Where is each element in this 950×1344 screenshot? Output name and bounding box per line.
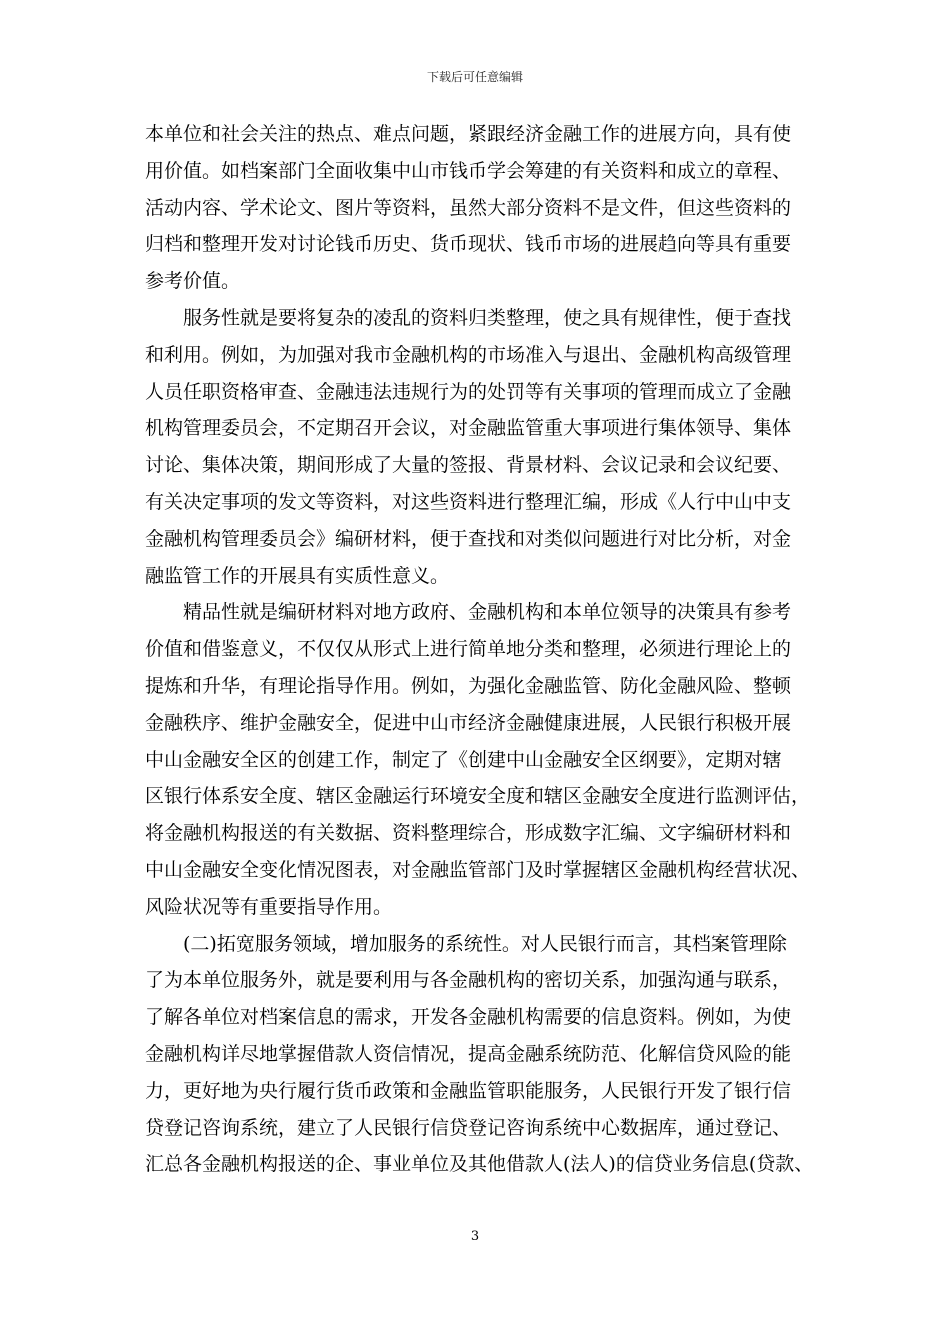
text-line: 金融秩序、维护金融安全，促进中山市经济金融健康进展，人民银行积极开展 bbox=[145, 711, 792, 734]
text-line: 金融机构管理委员会》编研材料，便于查找和对类似问题进行对比分析，对金 bbox=[145, 527, 792, 550]
text-line: 有关决定事项的发文等资料，对这些资料进行整理汇编，形成《人行中山中支 bbox=[145, 490, 792, 513]
paragraph bbox=[145, 116, 805, 300]
page-footer bbox=[0, 1229, 950, 1245]
text-line: 参考价值。 bbox=[145, 270, 241, 293]
text-line: 了为本单位服务外，就是要利用与各金融机构的密切关系，加强沟通与联系， bbox=[145, 969, 792, 992]
header-text: 下载后可任意编辑 bbox=[426, 70, 523, 84]
text-line: 汇总各金融机构报送的企、事业单位及其他借款人(法人)的信贷业务信息(贷款、 bbox=[145, 1153, 814, 1176]
text-line: 机构管理委员会，不定期召开会议，对金融监管重大事项进行集体领导、集体 bbox=[145, 417, 792, 440]
text-line: 和利用。例如，为加强对我市金融机构的市场准入与退出、金融机构高级管理 bbox=[145, 343, 792, 366]
paragraph bbox=[145, 926, 814, 1184]
page-header bbox=[0, 70, 950, 84]
text-line: 归档和整理开发对讨论钱币历史、货币现状、钱币市场的进展趋向等具有重要 bbox=[145, 233, 792, 256]
text-line: 力，更好地为央行履行货币政策和金融监管职能服务，人民银行开发了银行信 bbox=[145, 1079, 792, 1102]
text-line: 了解各单位对档案信息的需求，开发各金融机构需要的信息资料。例如，为使 bbox=[145, 1006, 792, 1029]
text-line: 本单位和社会关注的热点、难点问题，紧跟经济金融工作的进展方向，具有使 bbox=[145, 123, 792, 145]
paragraph bbox=[145, 594, 811, 925]
text-line: 价值和借鉴意义，不仅仅从形式上进行简单地分类和整理，必须进行理论上的 bbox=[145, 638, 792, 661]
text-line: 风险状况等有重要指导作用。 bbox=[145, 895, 393, 918]
text-line: 中山金融安全变化情况图表，对金融监管部门及时掌握辖区金融机构经营状况、 bbox=[145, 858, 811, 881]
page-number: 3 bbox=[470, 1229, 480, 1244]
text-line: 讨论、集体决策，期间形成了大量的签报、背景材料、会议记录和会议纪要、 bbox=[145, 454, 792, 477]
text-line: 提炼和升华，有理论指导作用。例如，为强化金融监管、防化金融风险、整顿 bbox=[145, 674, 792, 697]
text-line: 精品性就是编研材料对地方政府、金融机构和本单位领导的决策具有参考 bbox=[183, 601, 792, 624]
text-line: 区银行体系安全度、辖区金融运行环境安全度和辖区金融安全度进行监测评估， bbox=[145, 785, 811, 808]
text-line: 活动内容、学术论文、图片等资料，虽然大部分资料不是文件，但这些资料的 bbox=[145, 196, 792, 219]
text-line: (二)拓宽服务领域，增加服务的系统性。对人民银行而言，其档案管理除 bbox=[183, 932, 787, 955]
paragraph bbox=[145, 300, 805, 594]
document-body bbox=[145, 116, 814, 1183]
text-line: 人员任职资格审查、金融违法违规行为的处罚等有关事项的管理而成立了金融 bbox=[145, 380, 792, 403]
text-line: 将金融机构报送的有关数据、资料整理综合，形成数字汇编、文字编研材料和 bbox=[145, 822, 792, 845]
text-line: 用价值。如档案部门全面收集中山市钱币学会筹建的有关资料和成立的章程、 bbox=[145, 159, 792, 182]
text-line: 贷登记咨询系统，建立了人民银行信贷登记咨询系统中心数据库，通过登记、 bbox=[145, 1116, 792, 1139]
text-line: 中山金融安全区的创建工作，制定了《创建中山金融安全区纲要》，定期对辖 bbox=[145, 748, 782, 771]
text-line: 服务性就是要将复杂的凌乱的资料归类整理，使之具有规律性，便于查找 bbox=[183, 306, 792, 329]
text-line: 金融机构详尽地掌握借款人资信情况，提高金融系统防范、化解信贷风险的能 bbox=[145, 1042, 792, 1065]
text-line: 融监管工作的开展具有实质性意义。 bbox=[145, 564, 450, 587]
